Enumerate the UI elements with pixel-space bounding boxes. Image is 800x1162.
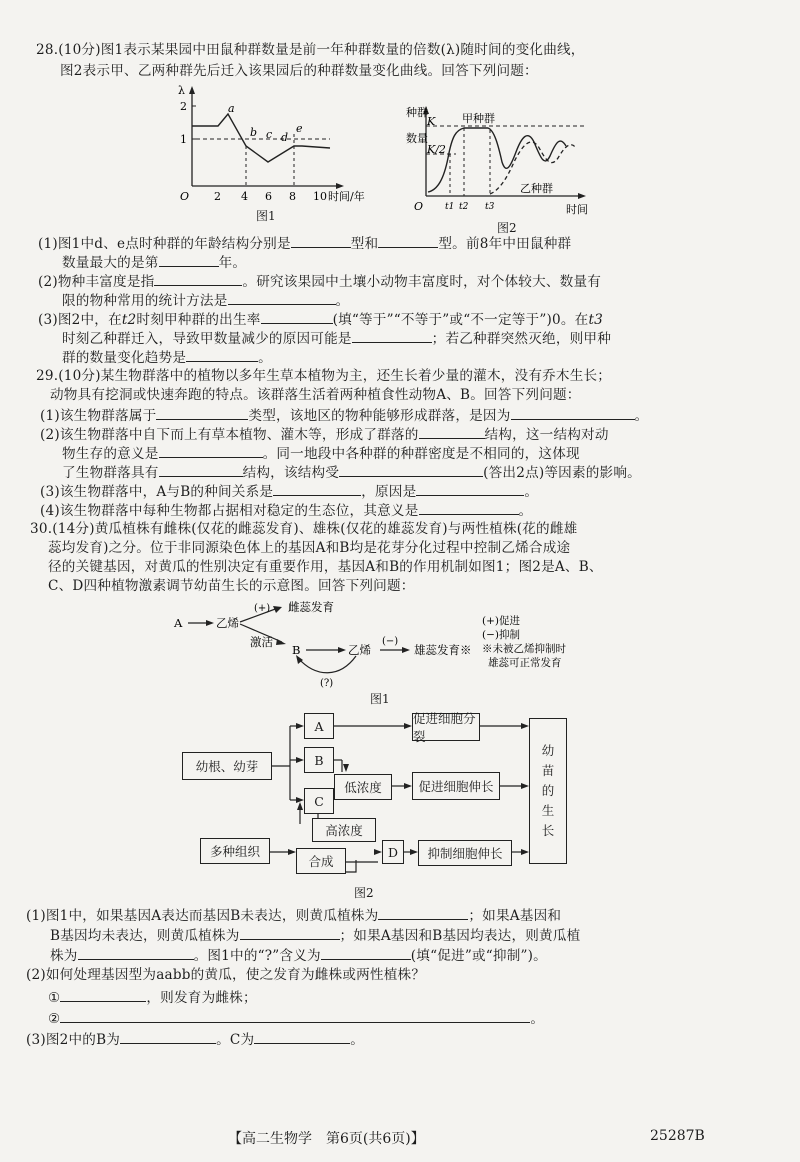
fig1-question: (?) bbox=[320, 678, 334, 689]
fig2-box-elongation: 促进细胞伸长 bbox=[412, 772, 500, 800]
q30-line3: 径的关键基因，对黄瓜的性别决定有重要作用，基因A和B的作用机制如图1；图2是A、B、 bbox=[48, 559, 603, 575]
q28-part1-line2: 数量最大的是第 年。 bbox=[62, 255, 247, 271]
fig2-box-a: A bbox=[304, 713, 334, 739]
fig2-box-d: D bbox=[382, 840, 404, 864]
fig1-gene-b: B bbox=[292, 643, 301, 657]
fig1-xtick-4: 4 bbox=[241, 190, 248, 203]
q28-part2-line2: 限的物种常用的统计方法是 。 bbox=[62, 293, 350, 309]
q28-part1-line1: (1)图1中d、e点时种群的年龄结构分别是 型和 型。前8年中田鼠种群 bbox=[38, 236, 572, 252]
fig2-box-growth: 幼苗的生长 bbox=[529, 718, 567, 864]
q30-part2: (2)如何处理基因型为aabb的黄瓜，使之发育为雌株或两性植株？ bbox=[26, 967, 426, 983]
q28-fig2-caption: 图2 bbox=[497, 221, 517, 235]
fig2-series-a: 甲种群 bbox=[462, 112, 495, 125]
fig2-xtick-t1: t1 bbox=[445, 202, 455, 212]
q28-header: 28.(10分)图1表示某果园中田鼠种群数量是前一年种群数量的倍数(λ)随时间的变化曲线， bbox=[36, 42, 585, 58]
fig1-xtick-6: 6 bbox=[265, 190, 272, 203]
q29-part4: (4)该生物群落中每种生物都占据相对稳定的生态位，其意义是 。 bbox=[40, 503, 533, 519]
fig1-ylabel: λ bbox=[178, 84, 185, 97]
q29-part3: (3)该生物群落中，A与B的种间关系是 ，原因是 。 bbox=[40, 484, 539, 500]
footer-page-info: 【高二生物学 第6页(共6页)】 bbox=[228, 1131, 425, 1147]
q30-header: 30.(14分)黄瓜植株有雌株(仅花的雌蕊发育)、雄株(仅花的雄蕊发育)与两性植株(花的雌雄 bbox=[30, 521, 578, 537]
q29-header: 29.(10分)某生物群落中的植物以多年生草本植物为主，还生长着少量的灌木，没有乔木生长； bbox=[36, 368, 612, 384]
fig2-box-division: 促进细胞分裂 bbox=[412, 713, 480, 741]
q28-part3-line3: 群的数量变化趋势是 。 bbox=[62, 350, 272, 366]
fig2-box-high-conc: 高浓度 bbox=[312, 818, 376, 842]
fig1-gene-a: A bbox=[174, 616, 183, 630]
q28-part3-line1: (3)图2中，在t2时刻甲种群的出生率 (填“等于”“不等于”或“不一定等于”)0。在t3 bbox=[38, 312, 603, 328]
fig2-ylabel-1: 种群 bbox=[406, 106, 428, 119]
fig1-legend-1: (+)促进 bbox=[482, 615, 520, 627]
fig1-stamen: 雄蕊发育※ bbox=[414, 643, 472, 657]
fig1-pistil: 雌蕊发育 bbox=[288, 600, 334, 614]
fig1-xlabel: 时间/年 bbox=[328, 190, 365, 203]
q28-fig1-caption: 图1 bbox=[256, 209, 276, 223]
fig2-series-b: 乙种群 bbox=[520, 182, 553, 195]
fig1-ethylene-2: 乙烯 bbox=[348, 643, 371, 657]
fig2-xtick-t3: t3 bbox=[485, 202, 495, 212]
q30-part2-item1: ① ，则发育为雌株； bbox=[48, 990, 257, 1006]
q30-part1-line1: (1)图1中，如果基因A表达而基因B未表达，则黄瓜植株为 ；如果A基因和 bbox=[26, 908, 562, 924]
fig2-xlabel: 时间 bbox=[566, 203, 588, 216]
fig1-point-a: a bbox=[228, 102, 235, 115]
fig2-box-c: C bbox=[304, 788, 334, 814]
fig1-ytick-2: 2 bbox=[180, 100, 187, 113]
fig2-box-tissues: 多种组织 bbox=[200, 838, 270, 864]
q28-line2: 图2表示甲、乙两种群先后迁入该果园后的种群数量变化曲线。回答下列问题： bbox=[60, 63, 538, 79]
q30-part1-line3: 株为 。图1中的“?”含义为 (填“促进”或“抑制”)。 bbox=[50, 948, 547, 964]
footer-code: 25287B bbox=[650, 1128, 705, 1144]
fig2-origin: O bbox=[414, 200, 424, 213]
fig2-xtick-t2: t2 bbox=[459, 202, 469, 212]
fig1-point-b: b bbox=[250, 126, 258, 139]
q29-line2: 动物具有挖洞或快速奔跑的特点。该群落生活着两种植食性动物A、B。回答下列问题： bbox=[50, 387, 581, 403]
q30-line4: C、D四种植物激素调节幼苗生长的示意图。回答下列问题： bbox=[48, 578, 415, 594]
fig1-legend-4: 雄蕊可正常发育 bbox=[488, 657, 562, 669]
q29-part2-line2: 物生存的意义是 。同一地段中各种群的种群密度是不相同的，这体现 bbox=[62, 446, 580, 462]
q30-part1-line2: B基因均未表达，则黄瓜植株为 ；如果A基因和B基因均表达，则黄瓜植 bbox=[50, 928, 581, 944]
fig2-box-b: B bbox=[304, 747, 334, 773]
q30-fig1-caption: 图1 bbox=[370, 692, 390, 706]
fig2-k-label: K bbox=[427, 115, 436, 128]
fig2-k2-label: K/2 bbox=[427, 143, 446, 156]
q30-part3: (3)图2中的B为 。C为 。 bbox=[26, 1032, 365, 1048]
q28-part3-line2: 时刻乙种群迁入，导致甲数量减少的原因可能是 ；若乙种群突然灭绝，则甲种 bbox=[62, 331, 611, 347]
fig1-ytick-1: 1 bbox=[180, 133, 187, 146]
fig1-xtick-8: 8 bbox=[289, 190, 296, 203]
fig2-box-root-bud: 幼根、幼芽 bbox=[182, 752, 272, 780]
fig1-activate: 激活 bbox=[250, 635, 273, 649]
q28-part2-line1: (2)物种丰富度是指 。研究该果园中土壤小动物丰富度时，对个体较大、数量有 bbox=[38, 274, 602, 290]
q29-part2-line3: 了生物群落具有 结构，该结构受 (答出2点)等因素的影响。 bbox=[62, 465, 641, 481]
q29-part1: (1)该生物群落属于 类型，该地区的物种能够形成群落，是因为 。 bbox=[40, 408, 649, 424]
fig1-minus-sign: (−) bbox=[382, 636, 399, 647]
fig1-xtick-10: 10 bbox=[313, 190, 327, 203]
fig1-ethylene-1: 乙烯 bbox=[216, 616, 239, 630]
fig1-plus-sign: (+) bbox=[254, 603, 271, 614]
fig2-box-low-conc: 低浓度 bbox=[334, 774, 392, 800]
fig1-legend-3: ※未被乙烯抑制时 bbox=[482, 643, 566, 655]
fig2-ylabel-2: 数量 bbox=[406, 132, 428, 145]
fig1-point-d: d bbox=[281, 131, 289, 144]
fig2-box-synthesis: 合成 bbox=[296, 848, 346, 874]
fig1-xtick-2: 2 bbox=[214, 190, 221, 203]
fig1-legend-2: (−)抑制 bbox=[482, 629, 520, 641]
q30-line2: 蕊均发育)之分。位于非同源染色体上的基因A和B均是花芽分化过程中控制乙烯合成途 bbox=[48, 540, 571, 556]
fig1-origin: O bbox=[180, 190, 190, 203]
q29-part2-line1: (2)该生物群落中自下而上有草本植物、灌木等，形成了群落的 结构，这一结构对动 bbox=[40, 427, 609, 443]
fig2-box-inhibit: 抑制细胞伸长 bbox=[418, 840, 512, 866]
fig1-point-c: c bbox=[266, 128, 273, 141]
q30-fig2-caption: 图2 bbox=[354, 886, 374, 900]
q30-part2-item2: ② 。 bbox=[48, 1011, 545, 1027]
fig1-point-e: e bbox=[296, 122, 303, 135]
